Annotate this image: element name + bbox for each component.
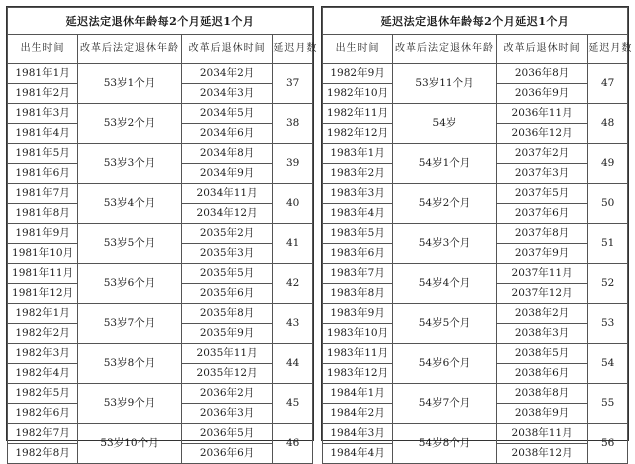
retirement-time-cell: 2035年11月 — [181, 344, 273, 364]
birth-time-cell: 1982年1月 — [8, 304, 78, 324]
left-table-panel — [6, 6, 318, 460]
retirement-time-cell: 2037年12月 — [496, 284, 588, 304]
delay-months-cell: 52 — [588, 264, 628, 304]
table-row — [8, 384, 313, 404]
retirement-age-cell: 54岁6个月 — [393, 344, 497, 384]
birth-time-cell: 1983年10月 — [323, 324, 393, 344]
birth-time-cell: 1982年9月 — [323, 64, 393, 84]
birth-time-cell: 1984年4月 — [323, 444, 393, 464]
retirement-time-cell: 2037年5月 — [496, 184, 588, 204]
header-retirement-age: 改革后法定退休年龄 — [78, 35, 182, 64]
birth-time-cell: 1981年5月 — [8, 144, 78, 164]
retirement-time-cell: 2034年3月 — [181, 84, 273, 104]
birth-time-cell: 1981年4月 — [8, 124, 78, 144]
retirement-time-cell: 2038年2月 — [496, 304, 588, 324]
delay-months-cell: 49 — [588, 144, 628, 184]
retirement-age-cell: 54岁5个月 — [393, 304, 497, 344]
birth-time-cell: 1981年8月 — [8, 204, 78, 224]
birth-time-cell: 1981年3月 — [8, 104, 78, 124]
retirement-age-cell: 53岁10个月 — [78, 424, 182, 464]
delay-months-cell: 46 — [273, 424, 313, 464]
birth-time-cell: 1981年11月 — [8, 264, 78, 284]
birth-time-cell: 1981年2月 — [8, 84, 78, 104]
table-row — [323, 384, 628, 404]
retirement-time-cell: 2037年9月 — [496, 244, 588, 264]
birth-time-cell: 1983年6月 — [323, 244, 393, 264]
birth-time-cell: 1982年3月 — [8, 344, 78, 364]
table-row — [8, 344, 313, 364]
retirement-age-cell: 53岁6个月 — [78, 264, 182, 304]
birth-time-cell: 1983年1月 — [323, 144, 393, 164]
table-row — [323, 64, 628, 84]
retirement-table-left — [7, 7, 318, 464]
delay-months-cell: 55 — [588, 384, 628, 424]
retirement-time-cell: 2038年6月 — [496, 364, 588, 384]
table-row — [323, 264, 628, 284]
table-body-left — [8, 64, 313, 464]
birth-time-cell: 1982年10月 — [323, 84, 393, 104]
header-delay-months: 延迟月数 — [273, 35, 313, 64]
retirement-time-cell: 2035年2月 — [181, 224, 273, 244]
retirement-time-cell: 2038年5月 — [496, 344, 588, 364]
table-row — [323, 144, 628, 164]
retirement-time-cell: 2034年6月 — [181, 124, 273, 144]
table-row — [8, 184, 313, 204]
retirement-time-cell: 2034年8月 — [181, 144, 273, 164]
retirement-time-cell: 2037年6月 — [496, 204, 588, 224]
table-row — [8, 104, 313, 124]
birth-time-cell: 1982年8月 — [8, 444, 78, 464]
retirement-time-cell: 2038年12月 — [496, 444, 588, 464]
header-delay-months: 延迟月数 — [588, 35, 628, 64]
retirement-time-cell: 2036年12月 — [496, 124, 588, 144]
delay-months-cell: 38 — [273, 104, 313, 144]
retirement-time-cell: 2038年8月 — [496, 384, 588, 404]
retirement-age-cell: 53岁8个月 — [78, 344, 182, 384]
birth-time-cell: 1981年7月 — [8, 184, 78, 204]
delay-months-cell: 47 — [588, 64, 628, 104]
delay-months-cell: 56 — [588, 424, 628, 464]
header-birth-time: 出生时间 — [8, 35, 78, 64]
retirement-time-cell: 2036年9月 — [496, 84, 588, 104]
delay-months-cell: 40 — [273, 184, 313, 224]
table-row — [323, 224, 628, 244]
retirement-time-cell: 2035年3月 — [181, 244, 273, 264]
retirement-age-cell: 53岁11个月 — [393, 64, 497, 104]
table-row — [323, 344, 628, 364]
retirement-time-cell: 2035年9月 — [181, 324, 273, 344]
retirement-time-cell: 2034年11月 — [181, 184, 273, 204]
delay-months-cell: 53 — [588, 304, 628, 344]
birth-time-cell: 1982年2月 — [8, 324, 78, 344]
retirement-time-cell: 2035年8月 — [181, 304, 273, 324]
retirement-time-cell: 2036年2月 — [181, 384, 273, 404]
delay-months-cell: 54 — [588, 344, 628, 384]
birth-time-cell: 1981年12月 — [8, 284, 78, 304]
retirement-age-cell: 53岁1个月 — [78, 64, 182, 104]
birth-time-cell: 1984年3月 — [323, 424, 393, 444]
birth-time-cell: 1983年12月 — [323, 364, 393, 384]
retirement-age-cell: 54岁1个月 — [393, 144, 497, 184]
header-retirement-age: 改革后法定退休年龄 — [393, 35, 497, 64]
delay-months-cell: 42 — [273, 264, 313, 304]
retirement-time-cell: 2034年2月 — [181, 64, 273, 84]
birth-time-cell: 1981年6月 — [8, 164, 78, 184]
delay-months-cell: 37 — [273, 64, 313, 104]
retirement-time-cell: 2036年3月 — [181, 404, 273, 424]
retirement-time-cell: 2038年9月 — [496, 404, 588, 424]
right-table-panel — [321, 6, 633, 460]
birth-time-cell: 1983年11月 — [323, 344, 393, 364]
birth-time-cell: 1983年9月 — [323, 304, 393, 324]
birth-time-cell: 1982年12月 — [323, 124, 393, 144]
table-row — [8, 224, 313, 244]
birth-time-cell: 1981年1月 — [8, 64, 78, 84]
delay-months-cell: 45 — [273, 384, 313, 424]
table-row — [323, 184, 628, 204]
retirement-age-cell: 54岁4个月 — [393, 264, 497, 304]
retirement-time-cell: 2036年11月 — [496, 104, 588, 124]
header-retirement-time: 改革后退休时间 — [181, 35, 273, 64]
birth-time-cell: 1981年10月 — [8, 244, 78, 264]
birth-time-cell: 1982年6月 — [8, 404, 78, 424]
retirement-time-cell: 2035年6月 — [181, 284, 273, 304]
birth-time-cell: 1982年11月 — [323, 104, 393, 124]
birth-time-cell: 1983年5月 — [323, 224, 393, 244]
retirement-age-cell: 53岁7个月 — [78, 304, 182, 344]
table-row — [8, 304, 313, 324]
delay-months-cell: 43 — [273, 304, 313, 344]
retirement-time-cell: 2038年11月 — [496, 424, 588, 444]
table-row — [323, 424, 628, 444]
retirement-time-cell: 2038年3月 — [496, 324, 588, 344]
retirement-time-cell: 2036年6月 — [181, 444, 273, 464]
birth-time-cell: 1984年2月 — [323, 404, 393, 424]
birth-time-cell: 1983年8月 — [323, 284, 393, 304]
header-birth-time: 出生时间 — [323, 35, 393, 64]
delay-months-cell: 48 — [588, 104, 628, 144]
birth-time-cell: 1982年5月 — [8, 384, 78, 404]
retirement-age-cell: 53岁2个月 — [78, 104, 182, 144]
retirement-age-cell: 54岁 — [393, 104, 497, 144]
retirement-time-cell: 2034年5月 — [181, 104, 273, 124]
table-row — [323, 104, 628, 124]
delay-months-cell: 44 — [273, 344, 313, 384]
retirement-time-cell: 2035年12月 — [181, 364, 273, 384]
birth-time-cell: 1981年9月 — [8, 224, 78, 244]
retirement-table-right — [322, 7, 633, 464]
delay-months-cell: 41 — [273, 224, 313, 264]
table-body-right — [323, 64, 628, 464]
birth-time-cell: 1983年2月 — [323, 164, 393, 184]
retirement-time-cell: 2037年11月 — [496, 264, 588, 284]
retirement-age-cell: 53岁9个月 — [78, 384, 182, 424]
retirement-age-cell: 53岁5个月 — [78, 224, 182, 264]
retirement-time-cell: 2034年9月 — [181, 164, 273, 184]
retirement-time-cell: 2036年5月 — [181, 424, 273, 444]
table-row — [8, 144, 313, 164]
delay-months-cell: 39 — [273, 144, 313, 184]
retirement-time-cell: 2037年2月 — [496, 144, 588, 164]
birth-time-cell: 1983年4月 — [323, 204, 393, 224]
delay-months-cell: 51 — [588, 224, 628, 264]
retirement-age-cell: 53岁3个月 — [78, 144, 182, 184]
retirement-age-cell: 54岁2个月 — [393, 184, 497, 224]
table-row — [8, 264, 313, 284]
retirement-age-cell: 54岁3个月 — [393, 224, 497, 264]
table-row — [8, 424, 313, 444]
retirement-age-cell: 53岁4个月 — [78, 184, 182, 224]
birth-time-cell: 1984年1月 — [323, 384, 393, 404]
birth-time-cell: 1983年7月 — [323, 264, 393, 284]
birth-time-cell: 1982年7月 — [8, 424, 78, 444]
retirement-time-cell: 2035年5月 — [181, 264, 273, 284]
table-title: 延迟法定退休年龄每2个月延迟1个月 — [8, 8, 313, 35]
delay-months-cell: 50 — [588, 184, 628, 224]
retirement-time-cell: 2037年3月 — [496, 164, 588, 184]
header-retirement-time: 改革后退休时间 — [496, 35, 588, 64]
retirement-time-cell: 2034年12月 — [181, 204, 273, 224]
birth-time-cell: 1982年4月 — [8, 364, 78, 384]
table-title: 延迟法定退休年龄每2个月延迟1个月 — [323, 8, 628, 35]
retirement-age-cell: 54岁7个月 — [393, 384, 497, 424]
table-row — [323, 304, 628, 324]
birth-time-cell: 1983年3月 — [323, 184, 393, 204]
retirement-time-cell: 2037年8月 — [496, 224, 588, 244]
retirement-age-cell: 54岁8个月 — [393, 424, 497, 464]
retirement-time-cell: 2036年8月 — [496, 64, 588, 84]
table-row — [8, 64, 313, 84]
